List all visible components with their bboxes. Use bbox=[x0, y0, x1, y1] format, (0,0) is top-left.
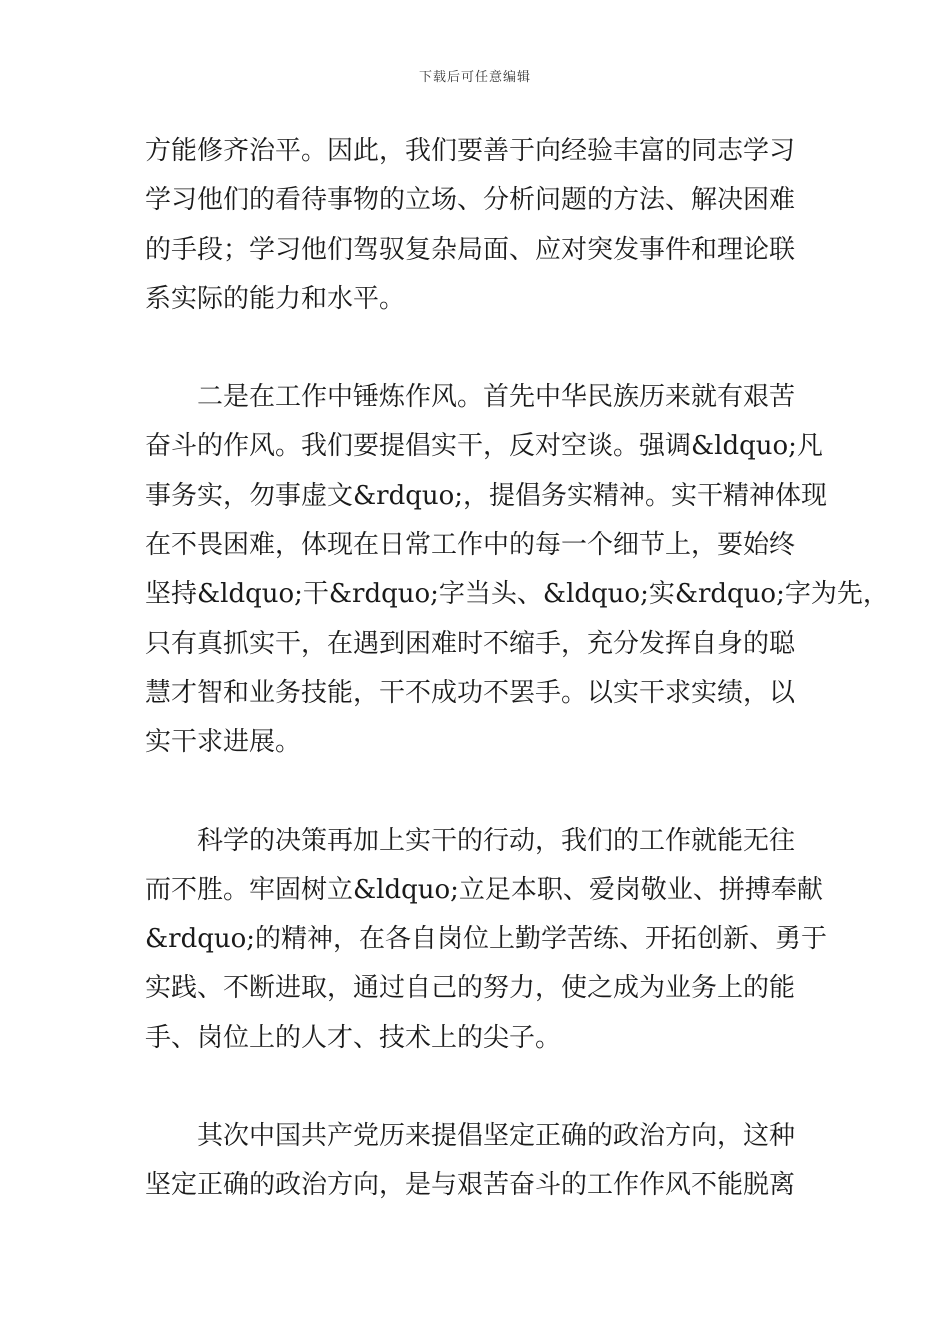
text-line: 手、岗位上的人才、技术上的尖子。 bbox=[145, 1022, 562, 1053]
text-line: 实践、不断进取，通过自己的努力，使之成为业务上的能 bbox=[145, 973, 796, 1004]
text-line: 坚持&ldquo;干&rdquo;字当头、&ldquo;实&rdquo;字为先， bbox=[145, 579, 889, 610]
text-line: 学习他们的看待事物的立场、分析问题的方法、解决困难 bbox=[145, 185, 796, 216]
text-line: 事务实，勿事虚文&rdquo;，提倡务实精神。实干精神体现 bbox=[145, 480, 828, 511]
text-line: 坚定正确的政治方向，是与艰苦奋斗的工作作风不能脱离 bbox=[145, 1170, 796, 1201]
paragraph-2 bbox=[145, 373, 889, 767]
text-line: 而不胜。牢固树立&ldquo;立足本职、爱岗敬业、拼搏奉献 bbox=[145, 874, 823, 905]
text-line: 二是在工作中锤炼作风。首先中华民族历来就有艰苦 bbox=[145, 382, 796, 413]
document-body bbox=[145, 127, 889, 1260]
text-line: 只有真抓实干，在遇到困难时不缩手，充分发挥自身的聪 bbox=[145, 628, 796, 659]
paragraph-3 bbox=[145, 817, 828, 1063]
text-line: 在不畏困难，体现在日常工作中的每一个细节上，要始终 bbox=[145, 530, 796, 561]
header-note: 下载后可任意编辑 bbox=[418, 70, 531, 85]
text-line: 科学的决策再加上实干的行动，我们的工作就能无往 bbox=[145, 825, 796, 856]
text-line: 慧才智和业务技能，干不成功不罢手。以实干求实绩，以 bbox=[145, 677, 796, 708]
text-line: 方能修齐治平。因此，我们要善于向经验丰富的同志学习 bbox=[145, 136, 796, 166]
paragraph-1 bbox=[145, 127, 815, 324]
text-line: 其次中国共产党历来提倡坚定正确的政治方向，这种 bbox=[145, 1121, 796, 1152]
paragraph-4 bbox=[145, 1112, 815, 1211]
text-line: 奋斗的作风。我们要提倡实干，反对空谈。强调&ldquo;凡 bbox=[145, 431, 823, 462]
text-line: 的手段；学习他们驾驭复杂局面、应对突发事件和理论联 bbox=[145, 234, 796, 265]
text-line: 系实际的能力和水平。 bbox=[145, 283, 406, 314]
text-line: &rdquo;的精神，在各自岗位上勤学苦练、开拓创新、勇于 bbox=[145, 924, 828, 955]
text-line: 实干求进展。 bbox=[145, 727, 302, 758]
